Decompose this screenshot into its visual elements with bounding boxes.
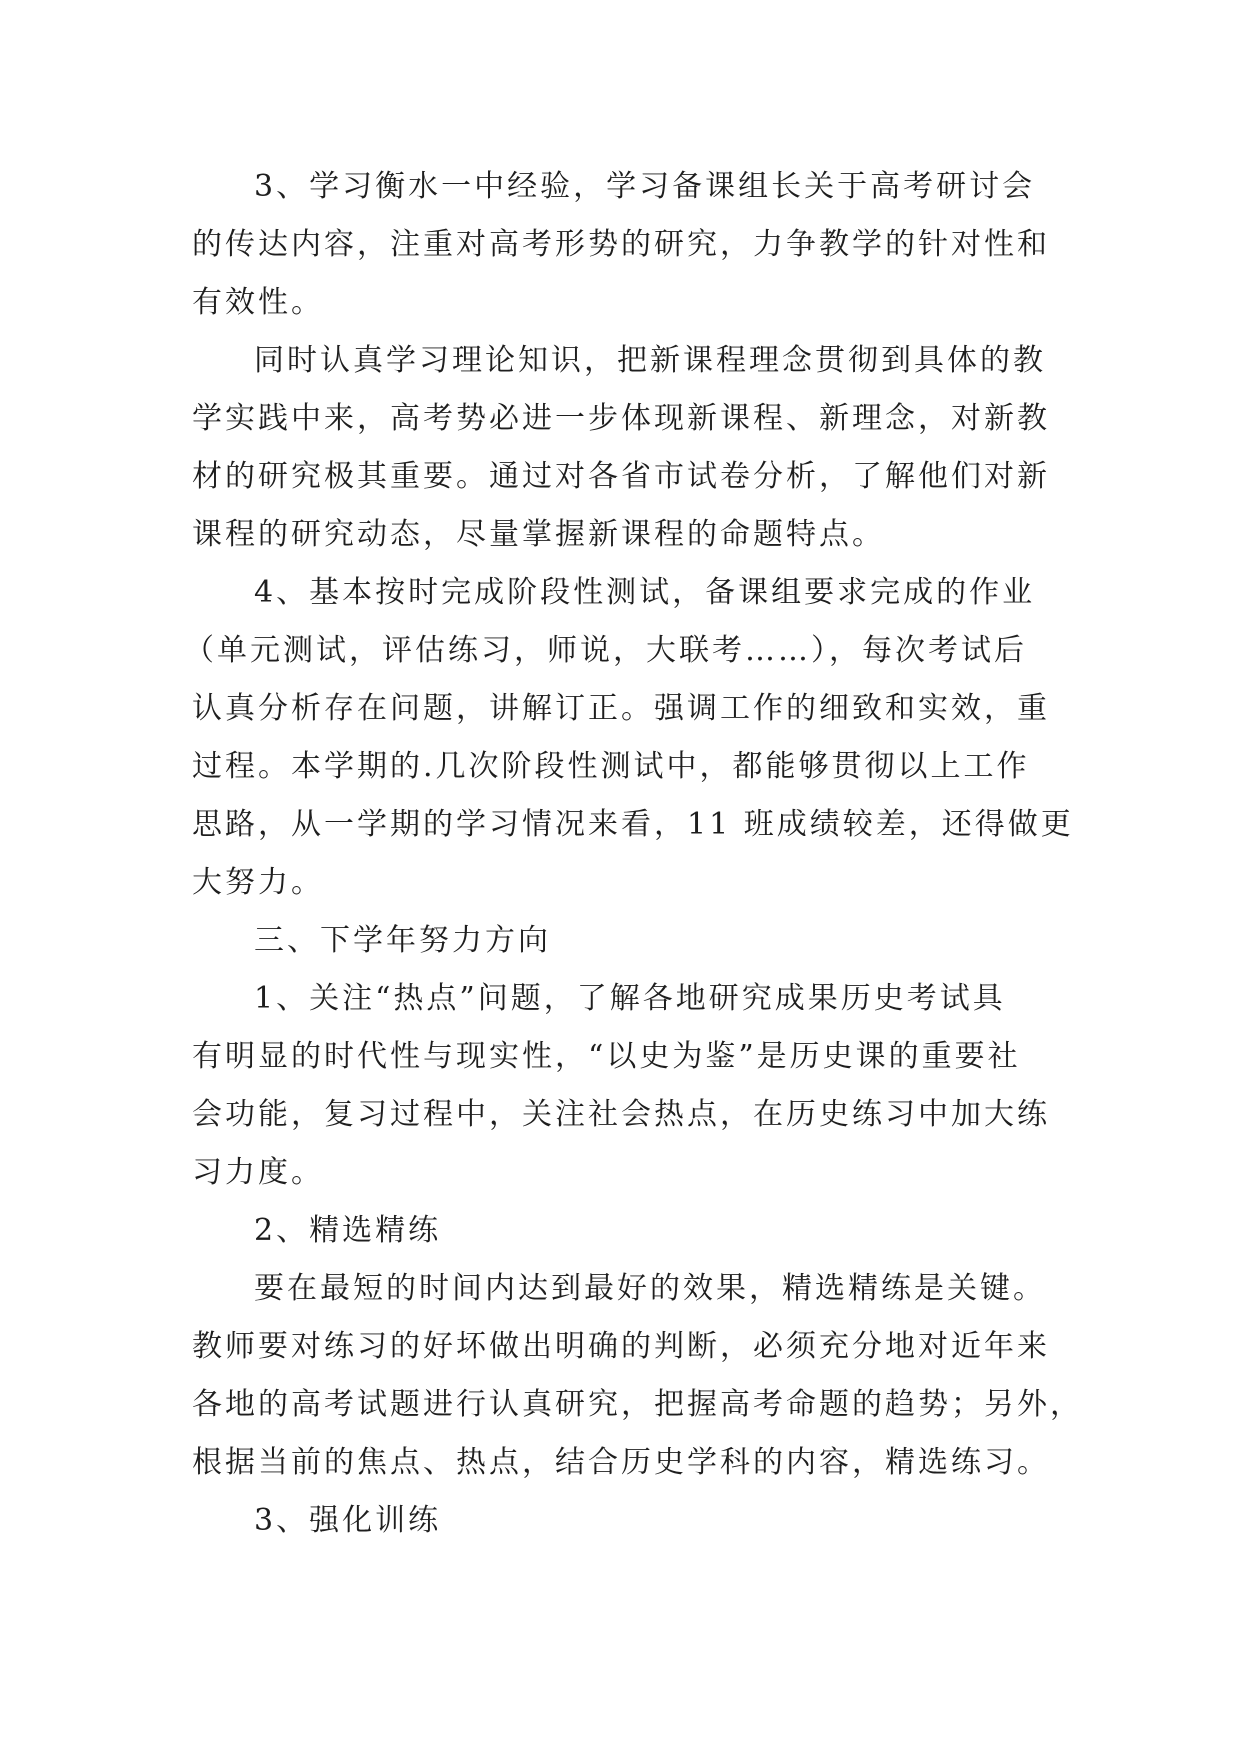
text-line: 1、关注“热点”问题，了解各地研究成果历史考试具 [254,981,1006,1016]
text-line: 思路，从一学期的学习情况来看，11 班成绩较差，还得做更 [192,807,1074,842]
text-line: 4、基本按时完成阶段性测试，备课组要求完成的作业 [254,575,1036,610]
text-line: 同时认真学习理论知识，把新课程理念贯彻到具体的教 [254,343,1046,378]
text-line: 学实践中来，高考势必进一步体现新课程、新理念，对新教 [192,401,1050,436]
subheading: 3、强化训练 [254,1503,442,1538]
text-line: 课程的研究动态，尽量掌握新课程的命题特点。 [192,517,885,552]
text-line: 大努力。 [192,865,324,900]
text-line: 习力度。 [192,1155,324,1190]
text-line: 有明显的时代性与现实性，“以史为鉴”是历史课的重要社 [192,1039,1021,1074]
text-line: （单元测试，评估练习，师说，大联考……），每次考试后 [184,633,1027,668]
text-line: 会功能，复习过程中，关注社会热点，在历史练习中加大练 [192,1097,1050,1132]
text-line: 根据当前的焦点、热点，结合历史学科的内容，精选练习。 [192,1445,1050,1480]
text-line: 认真分析存在问题，讲解订正。强调工作的细致和实效，重 [192,691,1050,726]
section-heading: 三、下学年努力方向 [254,923,551,958]
text-line: 教师要对练习的好坏做出明确的判断，必须充分地对近年来 [192,1329,1050,1364]
text-line: 过程。本学期的.几次阶段性测试中，都能够贯彻以上工作 [192,749,1030,784]
text-line: 3、学习衡水一中经验，学习备课组长关于高考研讨会 [254,169,1036,204]
text-line: 材的研究极其重要。通过对各省市试卷分析，了解他们对新 [192,459,1050,494]
text-line: 各地的高考试题进行认真研究，把握高考命题的趋势；另外， [192,1387,1083,1422]
text-line: 要在最短的时间内达到最好的效果，精选精练是关键。 [254,1271,1046,1306]
text-line: 有效性。 [192,285,324,320]
subheading: 2、精选精练 [254,1213,442,1248]
text-line: 的传达内容，注重对高考形势的研究，力争教学的针对性和 [192,227,1050,262]
